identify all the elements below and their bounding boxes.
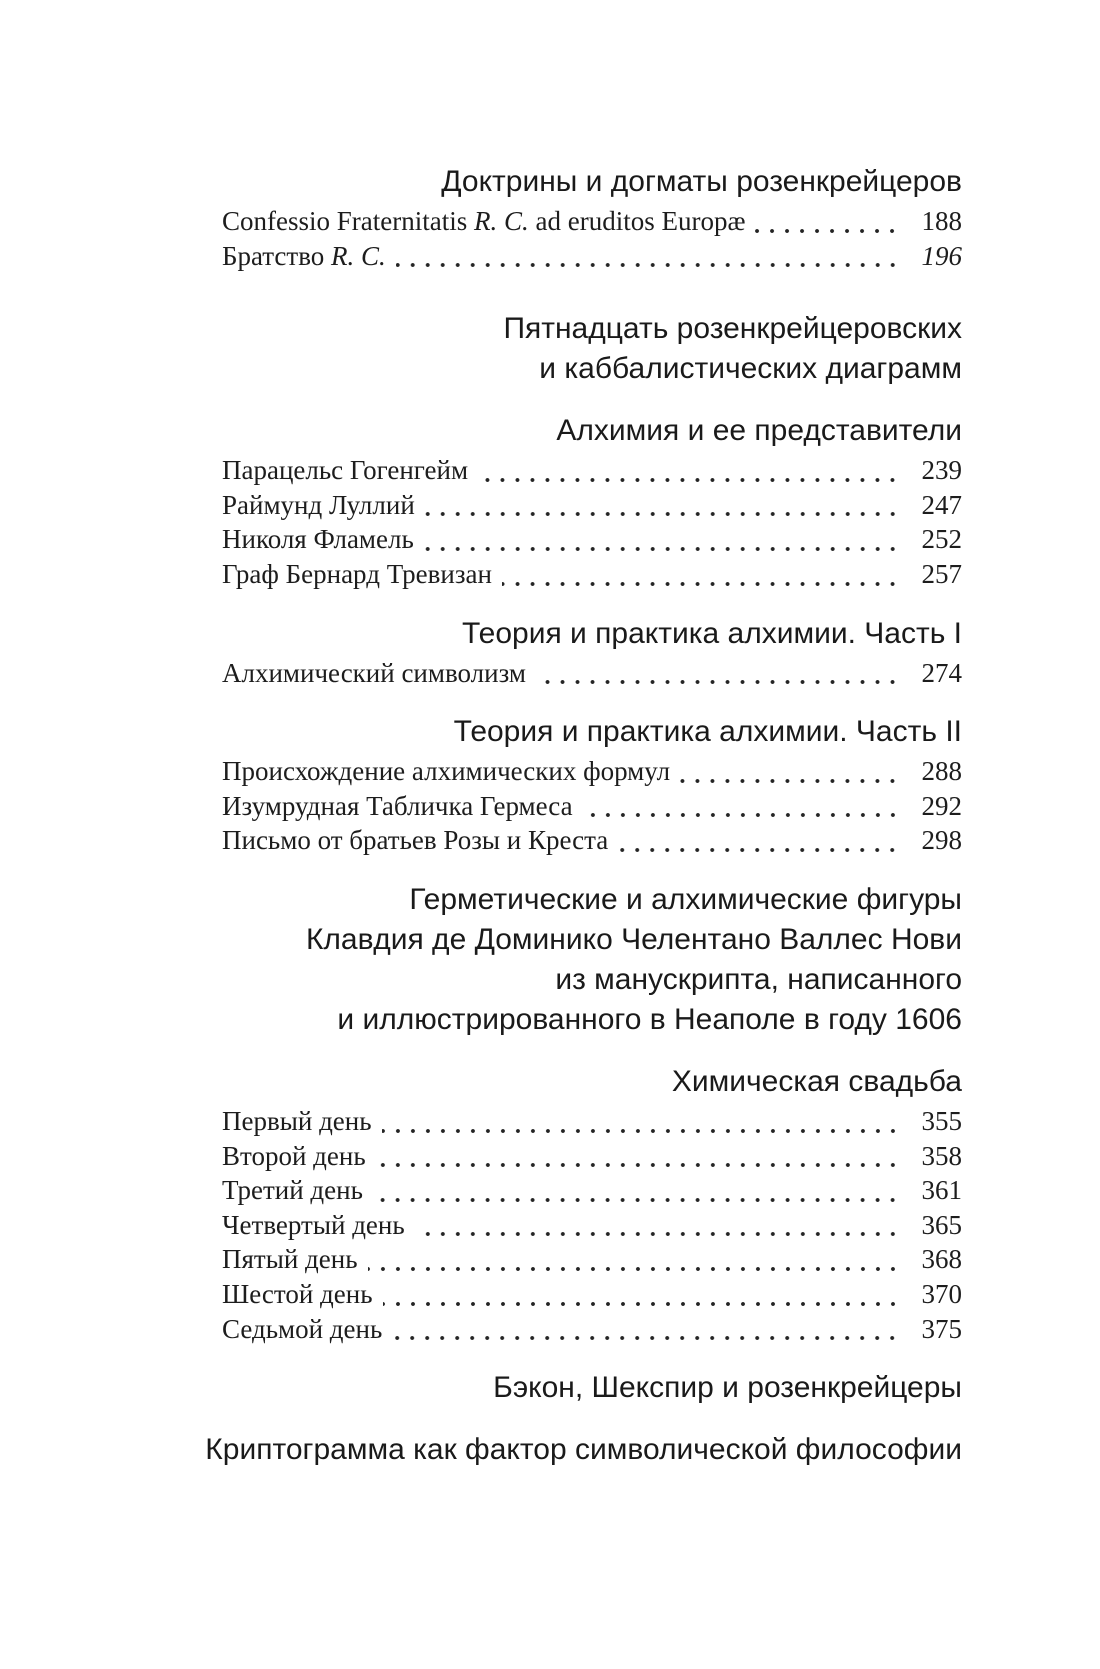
section-heading-line: Теория и практика алхимии. Часть II	[453, 715, 962, 749]
section-heading	[180, 162, 962, 202]
section-heading-line: Доктрины и догматы розенкрейцеров	[441, 165, 962, 198]
dot-leader	[373, 1173, 902, 1208]
section-heading-line: и иллюстрированного в Неаполе в году 1606	[337, 1002, 962, 1036]
entry-title	[222, 1139, 366, 1174]
entry-page-number: 355	[921, 1105, 962, 1136]
entry-page-number: 370	[921, 1278, 962, 1309]
toc-entry	[180, 239, 962, 274]
entry-title	[222, 204, 745, 239]
entry-page-number: 247	[921, 489, 962, 520]
entry-title-segment: Четвертый день	[222, 1209, 405, 1240]
dot-leader	[536, 656, 902, 691]
dot-leader	[415, 1208, 902, 1243]
toc-entry	[180, 1312, 962, 1347]
entry-title	[222, 1312, 382, 1347]
dot-leader	[424, 522, 902, 557]
entry-title	[222, 754, 670, 789]
toc-section	[180, 1430, 962, 1470]
entry-page-number: 252	[921, 524, 962, 555]
toc-entry	[180, 656, 962, 691]
entry-title-segment: Confessio Fraternitatis	[222, 206, 474, 236]
dot-leader	[376, 1139, 902, 1174]
entry-title-segment: Раймунд Луллий	[222, 489, 415, 520]
section-heading-line: Криптограмма как фактор символической философии	[205, 1433, 962, 1467]
entry-title-segment: Третий день	[222, 1175, 363, 1206]
entry-title	[222, 522, 414, 557]
entry-page-number: 257	[921, 558, 962, 589]
dot-leader	[502, 557, 902, 592]
toc-entry	[180, 823, 962, 858]
entry-title	[222, 789, 573, 824]
section-entries	[180, 1104, 962, 1346]
entry-page-number: 188	[921, 206, 962, 236]
entry-page-number: 274	[921, 657, 962, 688]
toc-entry	[180, 1173, 962, 1208]
toc-entry	[180, 522, 962, 557]
entry-title	[222, 488, 415, 523]
toc-entry	[180, 1104, 962, 1139]
entry-title	[222, 1104, 372, 1139]
section-heading	[180, 614, 962, 654]
toc-entry	[180, 1208, 962, 1243]
toc-section	[180, 880, 962, 1040]
toc-entry	[180, 789, 962, 824]
entry-page-number: 365	[921, 1209, 962, 1240]
section-entries	[180, 453, 962, 591]
section-heading	[180, 880, 962, 1040]
toc-section	[180, 614, 962, 691]
dot-leader	[392, 1312, 902, 1347]
entry-title	[222, 1173, 363, 1208]
entry-title	[222, 557, 492, 592]
section-entries	[180, 656, 962, 691]
toc-section	[180, 309, 962, 389]
entry-page-number: 298	[921, 825, 962, 856]
section-entries	[180, 754, 962, 858]
toc-entry	[180, 754, 962, 789]
section-heading	[180, 1430, 962, 1470]
toc-entry	[180, 204, 962, 239]
section-heading	[180, 1062, 962, 1102]
entry-title	[222, 239, 386, 274]
toc-section	[180, 1062, 962, 1346]
section-heading-line: из манускрипта, написанного	[555, 962, 962, 996]
entry-page-number: 196	[921, 240, 962, 271]
toc-entry	[180, 557, 962, 592]
entry-title	[222, 1242, 358, 1277]
section-heading-line: Клавдия де Доминико Челентано Валлес Нови	[305, 922, 962, 956]
dot-leader	[755, 204, 902, 239]
entry-page-number: 292	[921, 790, 962, 821]
section-heading-line: Теория и практика алхимии. Часть I	[462, 616, 962, 650]
toc-entry	[180, 1242, 962, 1277]
toc-entry	[180, 488, 962, 523]
entry-title-segment: Граф Бернард Тревизан	[222, 558, 492, 589]
entry-title-italic-segment: R. C.	[473, 206, 529, 236]
entry-title-segment: Первый день	[222, 1105, 372, 1136]
table-of-contents	[180, 162, 962, 1470]
toc-entry	[180, 1139, 962, 1174]
section-heading	[180, 411, 962, 451]
toc-section	[180, 411, 962, 591]
entry-page-number: 288	[921, 756, 962, 787]
toc-section	[180, 162, 962, 273]
section-heading	[180, 712, 962, 752]
entry-title-italic-segment: R. C.	[331, 240, 386, 271]
dot-leader	[583, 789, 902, 824]
toc-entry	[180, 1277, 962, 1312]
toc-section	[180, 1368, 962, 1408]
section-heading-line: Алхимия и ее представители	[556, 414, 962, 448]
entry-title-segment: Николя Фламель	[222, 524, 414, 555]
entry-title	[222, 1277, 373, 1312]
toc-entry	[180, 453, 962, 488]
entry-title	[222, 1208, 405, 1243]
dot-leader	[396, 239, 902, 274]
section-heading-line: Пятнадцать розенкрейцеровских	[503, 312, 962, 346]
entry-title-segment: ad eruditos Europæ	[528, 206, 746, 236]
entry-page-number: 361	[921, 1175, 962, 1206]
entry-title	[222, 823, 608, 858]
entry-page-number: 358	[921, 1140, 962, 1171]
dot-leader	[478, 453, 902, 488]
section-heading-line: Бэкон, Шекспир и розенкрейцеры	[493, 1371, 962, 1405]
entry-title	[222, 656, 526, 691]
section-entries	[180, 204, 962, 273]
entry-title-segment: Второй день	[222, 1140, 366, 1171]
dot-leader	[382, 1104, 902, 1139]
entry-title-segment: Шестой день	[222, 1278, 373, 1309]
dot-leader	[680, 754, 902, 789]
entry-page-number: 239	[921, 455, 962, 486]
entry-title-segment: Алхимический символизм	[222, 657, 526, 688]
entry-title	[222, 453, 468, 488]
toc-section	[180, 712, 962, 858]
entry-title-segment: Братство	[222, 240, 332, 271]
dot-leader	[368, 1242, 902, 1277]
section-heading	[180, 309, 962, 389]
entry-title-segment: Письмо от братьев Розы и Креста	[222, 825, 609, 856]
entry-title-segment: Происхождение алхимических формул	[222, 756, 671, 787]
entry-title-segment: Пятый день	[222, 1244, 358, 1275]
section-heading-line: Герметические и алхимические фигуры	[409, 882, 962, 916]
dot-leader	[618, 823, 902, 858]
entry-title-segment: Парацельс Гогенгейм	[222, 455, 469, 486]
entry-title-segment: Изумрудная Табличка Гермеса	[222, 790, 573, 821]
section-heading	[180, 1368, 962, 1408]
section-heading-line: и каббалистических диаграмм	[539, 352, 962, 386]
dot-leader	[425, 488, 902, 523]
section-heading-line: Химическая свадьба	[671, 1064, 962, 1098]
entry-page-number: 375	[921, 1313, 962, 1344]
entry-page-number: 368	[921, 1244, 962, 1275]
dot-leader	[383, 1277, 902, 1312]
entry-title-segment: Седьмой день	[222, 1313, 383, 1344]
